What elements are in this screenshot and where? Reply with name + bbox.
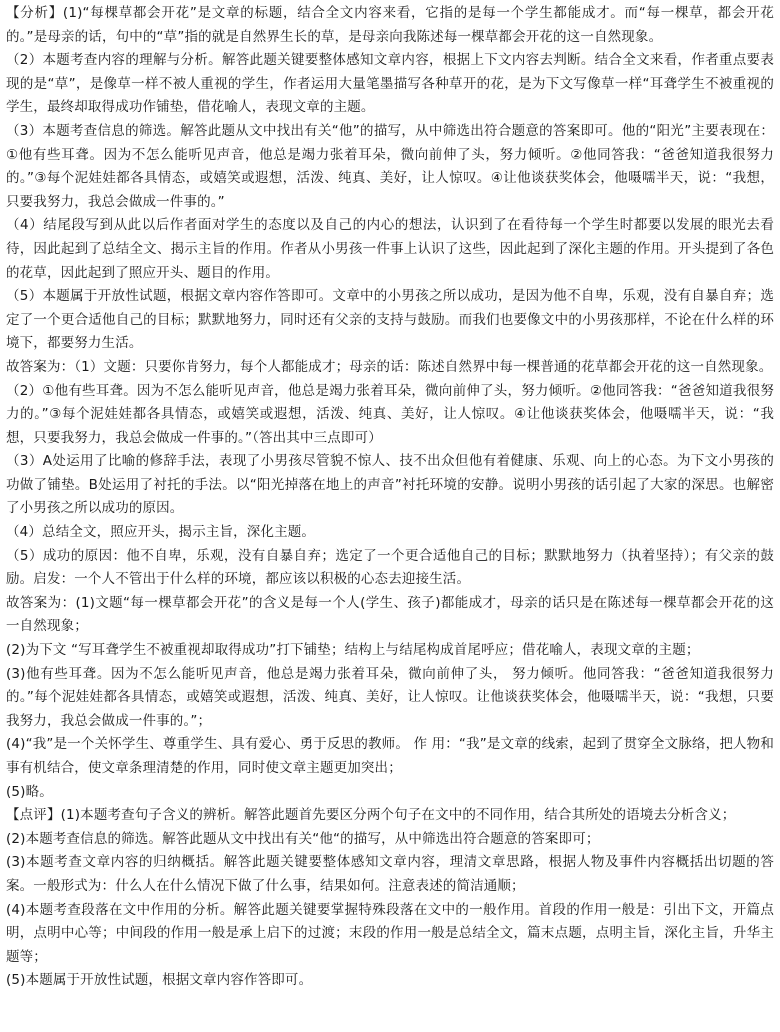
answer2-paragraph-1: 故答案为：(1)文题“每一棵草都会开花”的含义是每一个人(学生、孩子)都能成才，母亲的话只是在陈述每一棵草都会开花的这一自然现象； (6, 594, 774, 635)
comment-paragraph-3: (3)本题考查文章内容的归纳概括。解答此题关键要整体感知文章内容，理清文章思路，根据人物及事件内容概括出切题的答案。一般形式为：什么人在什么情况下做了什么事，结果如何。注意表述的简洁通顺； (6, 854, 774, 894)
answer-paragraph-3: （3）A处运用了比喻的修辞手法，表现了小男孩尽管貌不惊人、技不出众但他有着健康、乐观、向上的心态。为下文小男孩的功做了铺垫。B处运用了衬托的手法。以“阳光掉落在地上的声音”衬托环境的安静。说明小男孩的话引起了大家的深思。也解密了小男孩之所以成功的原因。 (6, 453, 774, 517)
answer-paragraph-2: （2）①他有些耳聋。因为不怎么能听见声音，他总是竭力张着耳朵，微向前伸了头，努力倾听。②他同答我：“爸爸知道我很努力的。”③每个泥娃娃都各具情态，或嬉笑或遐想，活泼、纯真、美好，让人惊叹。④让他谈获奖体会，他嗫嚅半天，说：“我想，只要我努力，我总会做成一件事的。”（答出其中三点即可） (6, 382, 774, 446)
answer-paragraph-5: （5）成功的原因：他不自卑，乐观，没有自暴自弃；选定了一个更合适他自己的目标；默默地努力（执着坚持）；有父亲的鼓励。启发：一个人不管出于什么样的环境，都应该以积极的心态去迎接生活。 (6, 547, 774, 588)
answer2-paragraph-2: (2)为下文 “写耳聋学生不被重视却取得成功”打下铺垫；结构上与结尾构成首尾呼应；借花喻人，表现文章的主题； (6, 642, 700, 659)
analysis-paragraph-2: （2）本题考查内容的理解与分析。解答此题关键要整体感知文章内容，根据上下文内容去判断。结合全文来看，作者重点要表现的是“草”，是像草一样不被人重视的学生，作者运用大量笔墨描写各种草开的花，是为下文写像草一样“耳聋学生不被重视的学生，最终却取得成功作铺垫，借花喻人，表现文章的主题。 (6, 52, 774, 116)
answer2-paragraph-4: (4)“我”是一个关怀学生、尊重学生、具有爱心、勇于反思的教师。 作 用：“我”是文章的线索，起到了贯穿全文脉络，把人物和事有机结合，使文章条理清楚的作用，同时使文章主题更加突出； (6, 736, 774, 776)
comment-paragraph-2: (2)本题考查信息的筛选。解答此题从文中找出有关“他“的描写，从中筛选出符合题意的答案即可； (6, 830, 600, 847)
comment-paragraph-5: (5)本题属于开放性试题，根据文章内容作答即可。 (6, 972, 313, 989)
analysis-paragraph-1: 【分析】(1)“每棵草都会开花”是文章的标题，结合全文内容来看，它指的是每一个学生都能成才。而“每一棵草，都会开花的。”是母亲的话，句中的“草”指的就是自然界生长的草，是母亲向我陈述每一棵草都会开花的这一自然现象。 (6, 5, 774, 45)
analysis-paragraph-5: （5）本题属于开放性试题，根据文章内容作答即可。文章中的小男孩之所以成功，是因为他不自卑，乐观，没有自暴自弃；选定了一个更合适他自己的目标；默默地努力，同时还有父亲的支持与鼓励。而我们也要像文中的小男孩那样，不论在什么样的环境下，都要努力生活。 (6, 288, 774, 352)
analysis-paragraph-3: （3）本题考查信息的筛选。解答此题从文中找出有关“他”的描写，从中筛选出符合题意的答案即可。他的“阳光”主要表现在：①他有些耳聋。因为不怎么能听见声音，他总是竭力张着耳朵，微向前伸了头，努力倾听。②他同答我：“爸爸知道我很努力的。”③每个泥娃娃都各具情态，或嬉笑或遐想，活泼、纯真、美好，让人惊叹。④让他谈获奖体会，他嗫嚅半天，说：“我想，只要我努力，我总会做成一件事的。” (6, 122, 774, 210)
answer-paragraph-1: 故答案为：（1）文题：只要你肯努力，每个人都能成才；母亲的话：陈述自然界中每一棵普通的花草都会开花的这一自然现象。 (6, 358, 773, 375)
comment-paragraph-4: (4)本题考查段落在文中作用的分析。解答此题关键要掌握特殊段落在文中的一般作用。首段的作用一般是：引出下文，开篇点明，点明中心等；中间段的作用一般是承上启下的过渡；末段的作用一般是总结全文，篇末点题，点明主旨，深化主旨，升华主题等； (6, 901, 774, 965)
answer2-paragraph-3: (3)他有些耳聋。因为不怎么能听见声音，他总是竭力张着耳朵，微向前伸了头， 努力倾听。他同答我：“爸爸知道我很努力的。”每个泥娃娃都各具情态，或嬉笑或遐想，活泼、纯真、美好，让人惊叹。让他谈获奖体会，他嗫嚅半天，说：“我想，只要我努力，我总会做成一件事的。”； (6, 665, 774, 729)
analysis-paragraph-4: （4）结尾段写到从此以后作者面对学生的态度以及自己的内心的想法，认识到了在看待每一个学生时都要以发展的眼光去看待，因此起到了总结全文、揭示主旨的作用。作者从小男孩一件事上认识了这些，因此起到了深化主题的作用。开头提到了各色的花草，因此起到了照应开头、题目的作用。 (6, 217, 774, 281)
answer-paragraph-4: （4）总结全文，照应开头，揭示主旨，深化主题。 (6, 524, 316, 541)
comment-paragraph-1: 【点评】(1)本题考查句子含义的辨析。解答此题首先要区分两个句子在文中的不同作用，结合其所处的语境去分析含义； (6, 807, 736, 824)
answer2-paragraph-5: (5)略。 (6, 783, 53, 800)
